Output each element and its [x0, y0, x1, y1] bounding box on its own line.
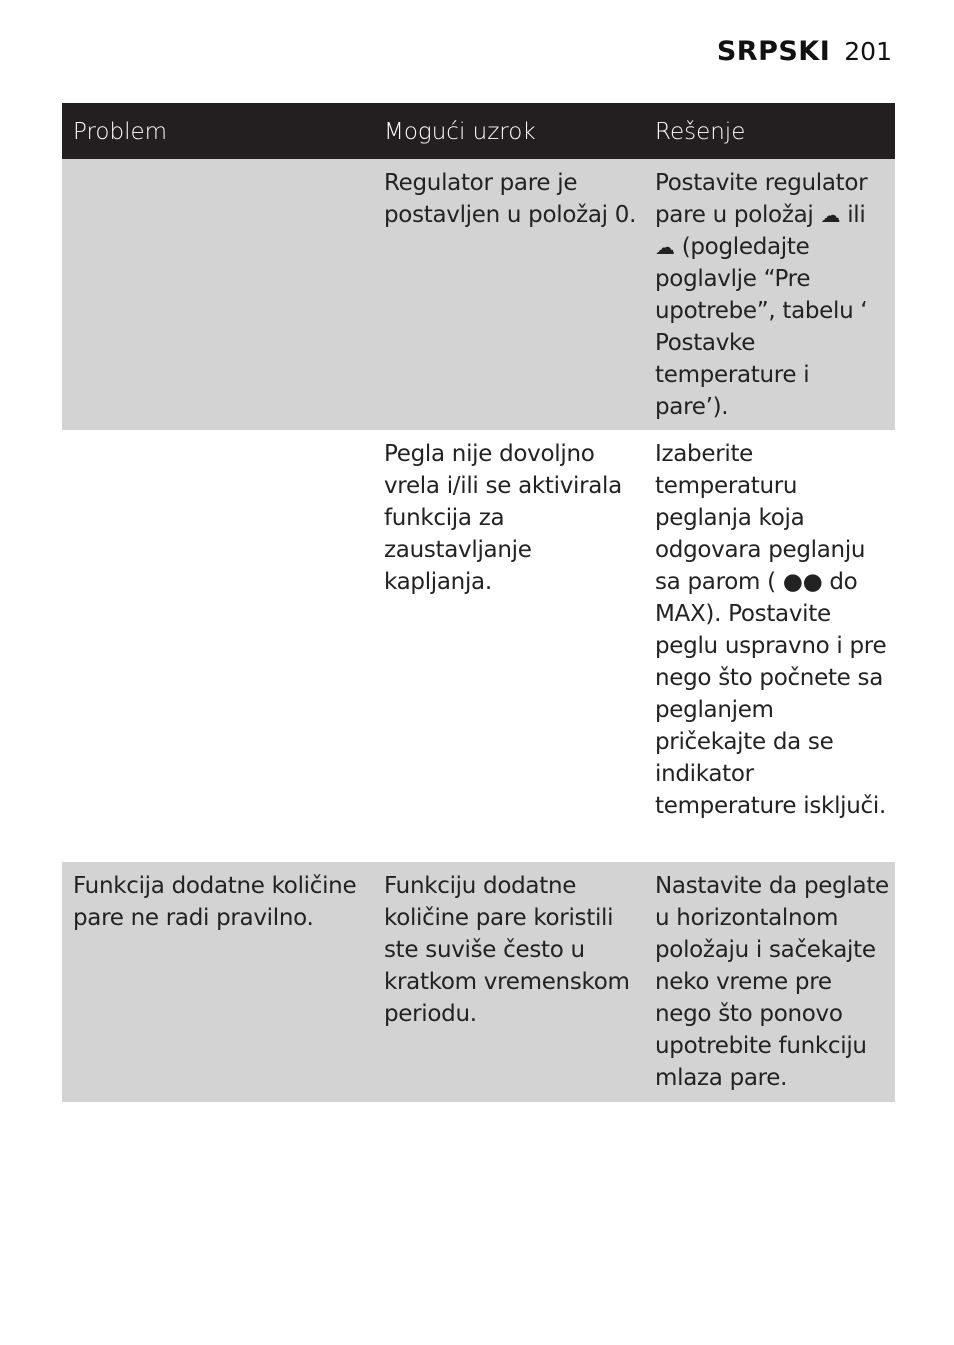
solution-text-b: ili [840, 202, 866, 228]
cause-cell: Regulator pare je postavljen u položaj 0. [384, 170, 637, 228]
solution-text-a: Postavite regulator pare u položaj [655, 170, 868, 228]
steam-cloud-icon: ☁ [820, 203, 841, 227]
solution-text-c: (pogledajte poglavlje “Pre upotrebe”, tabelu ‘ Postavke temperature i pare’). [655, 234, 868, 420]
table-row [62, 430, 895, 862]
solution-cell [644, 159, 895, 430]
column-header-solution: Rešenje [655, 119, 746, 145]
cause-cell: Funkciju dodatne količine pare koristili ste suviše često u kratkom vremenskom periodu. [384, 873, 630, 1027]
solution-cell: Izaberite temperaturu peglanja koja odgovara peglanju sa parom ( ●● do MAX). Postavite peglu uspravno i pre nego što počnete sa peglanjem pričekajte da se indikator temperature isključi. [655, 441, 887, 819]
column-header-problem: Problem [73, 119, 168, 145]
solution-cell: Nastavite da peglate u horizontalnom položaju i sačekajte neko vreme pre nego što ponovo upotrebite funkciju mlaza pare. [655, 873, 889, 1091]
problem-cell [62, 430, 373, 862]
problem-cell: Funkcija dodatne količine pare ne radi pravilno. [73, 873, 357, 931]
table-header [62, 103, 895, 159]
table-row [62, 862, 895, 1102]
column-header-cause: Mogući uzrok [384, 119, 536, 145]
cause-cell: Pegla nije dovoljno vrela i/ili se aktivirala funkcija za zaustavljanje kapljanja. [384, 441, 622, 595]
page-number: 201 [844, 37, 892, 66]
problem-cell [62, 159, 373, 430]
table-row [62, 159, 895, 430]
page-header [717, 36, 892, 67]
steam-cloud-double-icon: ☁ [655, 235, 675, 259]
language-label: SRPSKI [716, 36, 831, 67]
troubleshooting-table [62, 103, 895, 1102]
